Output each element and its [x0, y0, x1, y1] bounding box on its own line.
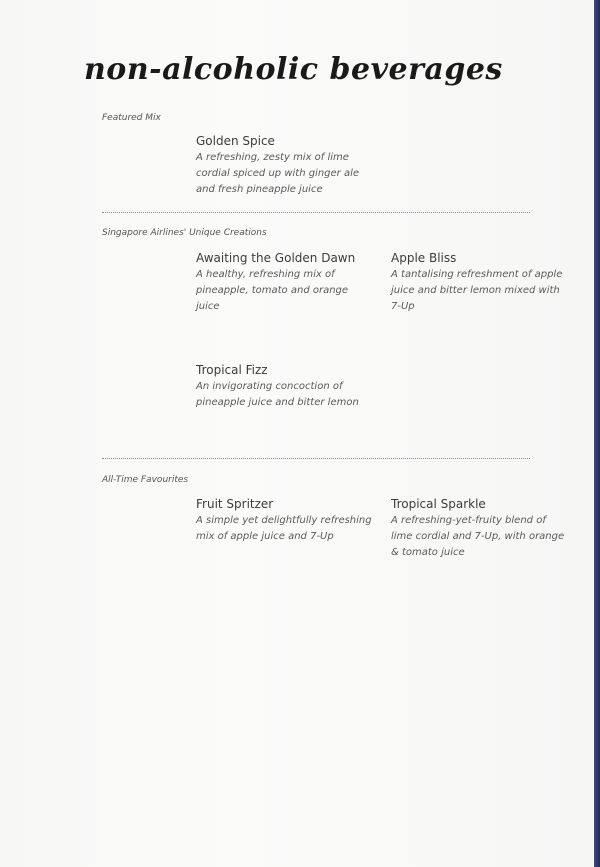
section-label-featured-mix: Featured Mix: [102, 113, 161, 123]
menu-item-name: Golden Spice: [196, 134, 275, 148]
menu-item-description: A tantalising refreshment of apple juice and bitter lemon mixed with 7-Up: [391, 269, 563, 312]
dotted-divider: [102, 212, 530, 213]
menu-item-name: Awaiting the Golden Dawn: [196, 251, 356, 265]
menu-item-name: Apple Bliss: [391, 251, 457, 265]
menu-item-fruit-spritzer: [196, 496, 374, 545]
menu-item-description: A refreshing-yet-fruity blend of lime cordial and 7-Up, with orange & tomato juice: [391, 515, 565, 558]
page-title: non-alcoholic beverages: [84, 52, 503, 87]
section-label-all-time-favourites: All-Time Favourites: [102, 475, 189, 485]
menu-item-tropical-fizz: [196, 362, 374, 411]
menu-item-name: Tropical Fizz: [196, 363, 268, 377]
menu-item-description: A healthy, refreshing mix of pineapple, tomato and orange juice: [196, 269, 349, 312]
booklet-spine-edge: [594, 0, 600, 867]
menu-item-description: A refreshing, zesty mix of lime cordial spiced up with ginger ale and fresh pineapple juice: [196, 152, 360, 195]
menu-item-tropical-sparkle: [391, 496, 569, 561]
menu-item-golden-spice: [196, 133, 374, 198]
menu-item-name: Fruit Spritzer: [196, 497, 274, 511]
menu-item-description: An invigorating concoction of pineapple juice and bitter lemon: [196, 381, 359, 408]
dotted-divider: [102, 458, 530, 459]
menu-item-apple-bliss: [391, 250, 569, 315]
menu-item-description: A simple yet delightfully refreshing mix of apple juice and 7-Up: [196, 515, 372, 542]
menu-item-awaiting-the-golden-dawn: [196, 250, 374, 315]
section-label-unique-creations: Singapore Airlines' Unique Creations: [102, 228, 267, 238]
menu-item-name: Tropical Sparkle: [391, 497, 486, 511]
